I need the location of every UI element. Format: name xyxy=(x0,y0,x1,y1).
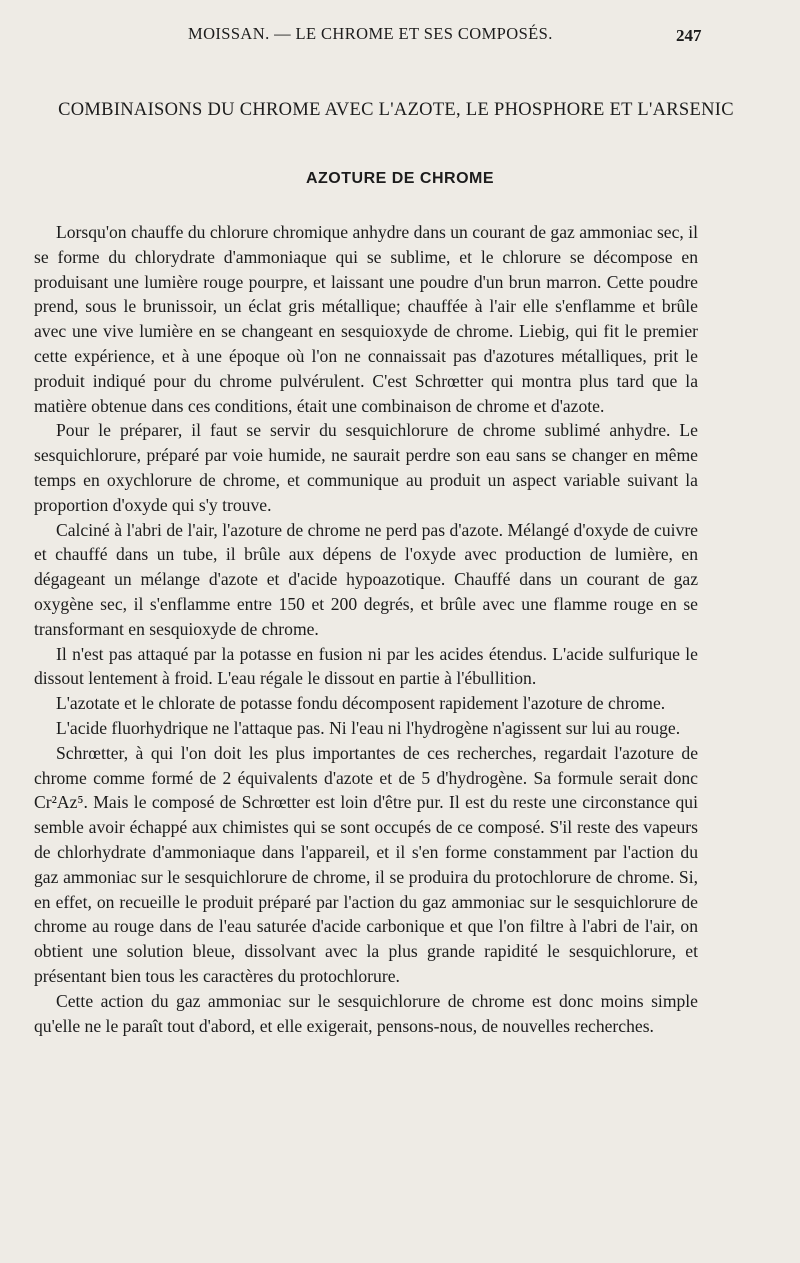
paragraph: Pour le préparer, il faut se servir du sesquichlorure de chrome sublimé anhydre. Le sesquichlorure, préparé par voie humide, ne saurait perdre son eau sans se changer en même temps en oxychlorure de chrome, et communique au produit un aspect variable suivant la proportion d'oxyde qui s'y trouve. xyxy=(34,420,698,515)
paragraph: Cette action du gaz ammoniac sur le sesquichlorure de chrome est donc moins simple qu'elle ne le paraît tout d'abord, et elle exigerait, pensons-nous, de nouvelles recherches. xyxy=(34,990,698,1036)
paragraph: Calciné à l'abri de l'air, l'azoture de chrome ne perd pas d'azote. Mélangé d'oxyde de cuivre et chauffé dans un tube, il brûle aux dépens de l'oxyde avec production de lumière, en dégageant un mélange d'azote et d'acide hypoazotique. Chauffé dans un courant de gaz oxygène sec, il s'enflamme entre 150 et 200 degrés, et brûle avec une flamme rouge en se transformant en sesquioxyde de chrome. xyxy=(34,519,698,639)
section-title: COMBINAISONS DU CHROME AVEC L'AZOTE, LE PHOSPHORE ET L'ARSENIC xyxy=(58,100,734,120)
paragraph: Il n'est pas attaqué par la potasse en fusion ni par les acides étendus. L'acide sulfurique le dissout lentement à froid. L'eau régale le dissout en partie à l'ébullition. xyxy=(34,643,698,689)
paragraph: Schrœtter, à qui l'on doit les plus importantes de ces recherches, regardait l'azoture de chrome comme formé de 2 équivalents d'azote et de 5 d'hydrogène. Sa formule serait donc Cr²Az⁵. Mais le composé de Schrœtter est loin d'être pur. Il est du reste une circonstance qui semble avoir échappé aux chimistes qui se sont occupés de ce composé. S'il reste des vapeurs de chlorhydrate d'ammoniaque dans l'appareil, et il s'en forme constamment par l'action du gaz ammoniac sur le sesquichlorure de chrome, il se produira du protochlorure de chrome. Si, en effet, on recueille le produit préparé par l'action du gaz ammoniac sur le sesquichlorure de chrome au rouge dans de l'eau saturée d'acide carbonique et que l'on filtre à l'abri de l'air, on obtient une solution bleue, dissolvant avec la plus grande rapidité le sesquichlorure, et présentant bien tous les caractères du protochlorure. xyxy=(34,742,698,986)
paragraph: L'azotate et le chlorate de potasse fondu décomposent rapidement l'azoture de chrome. xyxy=(56,693,666,714)
subsection-title: AZOTURE DE CHROME xyxy=(305,170,495,187)
paragraph: L'acide fluorhydrique ne l'attaque pas. Ni l'eau ni l'hydrogène n'agissent sur lui au rouge. xyxy=(56,717,681,738)
page-number: 247 xyxy=(676,26,702,45)
body-text xyxy=(34,220,698,1038)
running-head: MOISSAN. — LE CHROME ET SES COMPOSÉS. xyxy=(188,24,553,43)
paragraph: Lorsqu'on chauffe du chlorure chromique anhydre dans un courant de gaz ammoniac sec, il se forme du chlorydrate d'ammoniaque qui se sublime, et le chlorure se décompose en produisant une lumière rouge pourpre, et laissant une poudre d'un brun marron. Cette poudre prend, sous le brunissoir, un éclat gris métallique; chauffée à l'air elle s'enflamme et brûle avec une vive lumière en se changeant en sesquioxyde de chrome. Liebig, qui fit le premier cette expérience, et à une époque où l'on ne connaissait pas d'azotures métalliques, prit le produit indiqué pour du chrome pulvérulent. C'est Schrœtter qui montra plus tard que la matière obtenue dans ces conditions, était une combinaison de chrome et d'azote. xyxy=(34,222,698,416)
